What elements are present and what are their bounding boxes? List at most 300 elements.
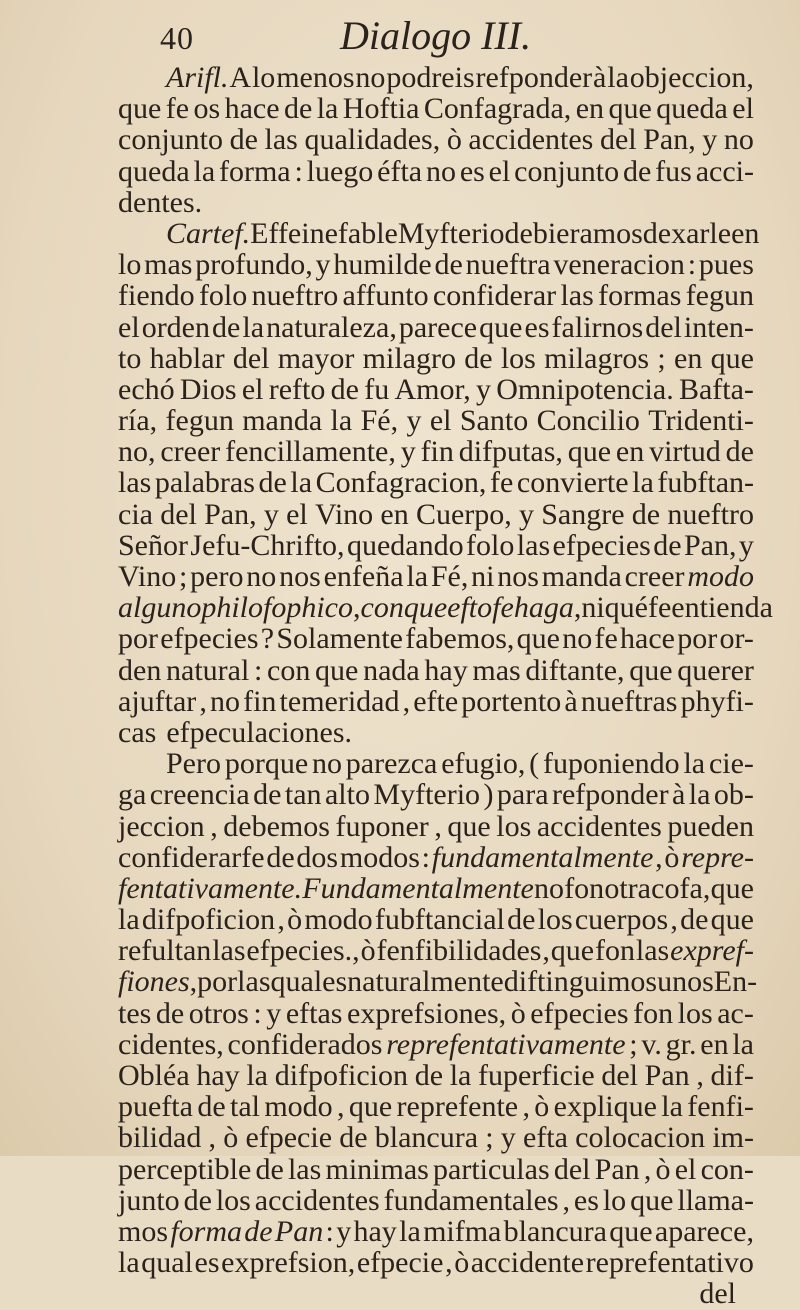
word: nada	[363, 653, 420, 687]
word: falirnos	[551, 310, 644, 344]
word: modo	[264, 1090, 333, 1124]
word: el	[118, 310, 140, 344]
word: del	[699, 1277, 736, 1310]
word: cuerpos	[574, 903, 669, 937]
word: ,	[402, 684, 411, 718]
word: las	[118, 466, 152, 500]
word: que	[550, 934, 595, 968]
word: queda	[118, 154, 190, 188]
text-line	[118, 1060, 754, 1091]
word: otros	[188, 996, 249, 1030]
word: blancura	[503, 1214, 607, 1248]
word: fubftan-	[657, 466, 754, 500]
text-line	[118, 1029, 754, 1060]
word: en	[615, 435, 645, 469]
word: Pan,	[683, 528, 737, 562]
word: de	[183, 1183, 212, 1217]
word: que	[479, 310, 523, 344]
word: Pan,	[643, 123, 696, 157]
word: bilidad	[118, 1121, 202, 1155]
word: de	[212, 310, 241, 344]
word: pero	[190, 560, 244, 593]
body-text	[118, 61, 773, 1310]
word: ;	[657, 341, 666, 375]
word: en	[700, 1027, 729, 1061]
text-line	[118, 62, 754, 93]
word: efte	[413, 684, 459, 718]
word: hace	[620, 622, 675, 656]
text-line	[118, 965, 758, 999]
word: palabras	[154, 466, 255, 500]
word: es	[524, 310, 550, 344]
word: fon	[564, 871, 605, 905]
text-line	[118, 717, 754, 748]
word: ò	[454, 1246, 470, 1280]
word: ría,	[118, 404, 158, 438]
word: que	[403, 591, 448, 625]
word: de	[623, 154, 652, 188]
word: eftas	[285, 996, 343, 1030]
word: particulas	[433, 1152, 550, 1186]
word: quales	[270, 965, 348, 999]
word: es	[459, 154, 485, 188]
word: con	[267, 653, 311, 687]
word: colocacion	[575, 1121, 706, 1155]
word: ;	[485, 1121, 494, 1155]
word: ,	[696, 1059, 704, 1092]
word: Solamente	[276, 622, 403, 656]
page-header	[0, 10, 800, 60]
text-line	[118, 312, 754, 343]
word: tan	[284, 778, 322, 812]
word: y	[702, 123, 718, 157]
word: ob-	[713, 778, 754, 812]
text-line	[118, 1122, 754, 1153]
word: cia	[118, 497, 153, 531]
word: la	[661, 1090, 683, 1124]
word: que	[629, 653, 673, 687]
word: inefable	[301, 216, 398, 250]
word: ,	[562, 1183, 570, 1217]
word: conjunto	[118, 123, 223, 157]
word: fentativamente.	[118, 871, 303, 905]
word: de	[330, 372, 359, 406]
word: Cartef.	[166, 216, 251, 250]
word: Santo	[459, 404, 529, 438]
word: en	[575, 92, 605, 126]
word: im-	[712, 1121, 754, 1155]
word: debieramos	[504, 216, 643, 250]
word: fencillamente,	[225, 435, 396, 469]
word: luego	[306, 154, 374, 188]
word: ò	[664, 840, 680, 874]
word: efpecie	[245, 1121, 333, 1155]
word: objeccion,	[629, 61, 754, 94]
text-line	[118, 530, 754, 561]
word: menos	[276, 61, 355, 94]
running-head: Dialogo III.	[340, 13, 532, 58]
word: forma	[218, 154, 291, 188]
word: efpecies	[552, 528, 651, 562]
word: tes	[118, 996, 152, 1030]
word: lo	[602, 1183, 627, 1217]
word: refto	[268, 372, 326, 406]
text-line	[118, 1091, 754, 1122]
word: la	[607, 61, 629, 94]
word: entienda	[671, 591, 773, 625]
word: Effe	[250, 216, 302, 250]
word: de	[434, 248, 463, 282]
word: ,	[522, 1090, 530, 1124]
word: creencia	[149, 778, 250, 812]
text-line	[118, 124, 754, 155]
word: Myfterio	[397, 216, 505, 250]
word: no	[210, 684, 240, 718]
word: fe	[492, 591, 514, 625]
word: cofa	[651, 871, 703, 905]
word: no	[246, 560, 277, 593]
text-line	[118, 686, 754, 717]
word: à	[672, 778, 686, 812]
word: y	[738, 528, 754, 562]
word: quedando	[346, 528, 464, 562]
text-line	[118, 1185, 754, 1216]
word: de	[155, 996, 185, 1030]
word: Bafta-	[678, 372, 754, 406]
word: y	[519, 497, 535, 531]
catchword	[118, 1278, 754, 1309]
word: fu	[364, 372, 390, 406]
word: efpecies	[530, 996, 629, 1030]
word: que	[710, 871, 754, 905]
word: à	[593, 61, 607, 94]
text-line	[118, 216, 760, 250]
word: no	[562, 622, 593, 656]
word: fon	[633, 996, 674, 1030]
word: ,	[702, 871, 711, 905]
word: ò	[655, 1152, 671, 1186]
word: fundamentalmente	[431, 840, 654, 874]
word: no	[425, 154, 456, 188]
word: de	[631, 497, 661, 531]
word: modos	[339, 840, 420, 874]
text-line	[118, 655, 754, 686]
word: de	[244, 1214, 273, 1248]
word: fegun	[685, 279, 754, 313]
text-line	[118, 436, 754, 467]
word: profundo,	[195, 248, 313, 282]
text-line	[118, 249, 754, 280]
word: Fundamentalmente	[302, 871, 534, 905]
text-line	[118, 779, 754, 810]
word: del	[601, 1059, 638, 1092]
word: Confagrada,	[423, 92, 572, 126]
word: y	[315, 248, 331, 282]
word: los	[537, 903, 573, 937]
word: la	[316, 92, 339, 126]
word: :	[325, 1214, 334, 1248]
word: otra	[604, 871, 651, 905]
word: Concilio	[536, 404, 640, 438]
word: folo	[466, 528, 515, 562]
word: modo	[304, 903, 373, 937]
word: fuperficie	[478, 1059, 595, 1092]
word: ,	[643, 1152, 652, 1186]
word: ,	[434, 809, 442, 843]
word: nos	[279, 560, 321, 593]
word: la	[246, 1059, 268, 1092]
word: (	[529, 747, 540, 781]
word: que	[348, 1090, 393, 1124]
word: y	[476, 372, 491, 406]
word: fundamentales	[383, 1183, 559, 1217]
word: en	[674, 341, 703, 375]
word: no	[534, 871, 565, 905]
word: de	[283, 92, 313, 126]
word: expref-	[670, 934, 754, 968]
word: del	[553, 1152, 591, 1186]
word: parezca	[345, 747, 438, 781]
word: or-	[719, 622, 754, 656]
word: ò	[446, 123, 462, 157]
word: Sangre	[541, 497, 625, 531]
word: de	[253, 778, 282, 812]
word: de	[507, 903, 536, 937]
text-line	[118, 591, 773, 625]
word: querer	[677, 653, 754, 687]
word: del	[599, 123, 637, 157]
word: en	[731, 216, 760, 250]
word: haga	[513, 591, 574, 625]
word: que	[710, 341, 754, 375]
word: milagro	[362, 341, 456, 375]
word: de	[680, 903, 709, 937]
word: fe	[165, 92, 190, 126]
word: las	[516, 528, 551, 562]
word: ,	[189, 965, 198, 999]
word: :	[253, 996, 262, 1030]
word: la	[683, 747, 706, 781]
word: el	[429, 404, 452, 438]
word: Pan,	[204, 497, 257, 531]
page-number: 40	[160, 20, 194, 56]
text-line	[118, 623, 754, 654]
word: )	[483, 778, 494, 812]
word: os	[193, 92, 221, 126]
word: phyfi-	[680, 684, 754, 718]
word: reprefentativamente	[386, 1027, 626, 1061]
text-line	[118, 187, 754, 218]
text-line	[118, 998, 754, 1029]
text-line	[118, 561, 754, 592]
word: fin	[420, 435, 454, 469]
word: mifma	[423, 1214, 502, 1248]
word: por	[197, 965, 238, 999]
text-line	[118, 935, 754, 966]
word: las	[264, 123, 298, 157]
word: ,	[655, 840, 663, 874]
word: ò	[534, 1090, 550, 1124]
word: ?	[260, 622, 275, 656]
word: accidentes	[254, 1183, 380, 1217]
word: Omnipotencia.	[496, 372, 674, 406]
word: fin	[243, 684, 277, 718]
word: Vino	[118, 560, 177, 593]
word: accidentes	[468, 123, 594, 157]
word: ò	[360, 934, 376, 968]
word: de	[414, 1059, 444, 1092]
word: qué	[604, 591, 648, 625]
word: la	[118, 1246, 140, 1280]
word: hay	[424, 653, 468, 687]
word: efta	[523, 1121, 568, 1155]
text-line	[118, 156, 754, 187]
word: y	[400, 435, 416, 469]
word: efugio,	[441, 747, 526, 781]
word: dif-	[710, 1059, 754, 1092]
word: ,	[573, 591, 582, 625]
word: v.	[641, 1027, 662, 1061]
text-line	[118, 842, 754, 873]
word: à	[564, 684, 578, 718]
word: dentes.	[118, 185, 203, 219]
word: qualidades,	[304, 123, 441, 157]
word: accidentes	[536, 809, 662, 843]
word: mas	[144, 248, 193, 282]
word: refponder	[551, 778, 669, 812]
word: A	[229, 61, 252, 94]
word: orden	[141, 310, 210, 344]
text-line	[118, 467, 754, 498]
word: y	[263, 497, 279, 531]
word: exprefsiones,	[347, 996, 507, 1030]
word: virtud	[649, 435, 721, 469]
word: ni	[471, 560, 495, 593]
word: debemos	[223, 809, 330, 843]
word: pues	[698, 248, 754, 282]
word: ajuftar	[118, 684, 197, 718]
word: por	[677, 622, 718, 656]
word: reprefente	[396, 1090, 519, 1124]
word: Tridenti-	[648, 404, 754, 438]
word: y	[500, 1121, 516, 1155]
text-line	[118, 904, 754, 935]
word: del	[232, 341, 270, 375]
text-line	[118, 873, 754, 904]
word: la	[290, 466, 313, 500]
word: ;	[179, 560, 188, 593]
word: hablar	[149, 341, 225, 375]
word: la	[732, 1027, 754, 1061]
word: En-	[713, 965, 758, 999]
word: modo	[687, 560, 754, 593]
word: nueftro	[251, 279, 339, 313]
word: hay	[196, 1059, 240, 1092]
word: la	[449, 1059, 472, 1092]
word: naturalmente	[347, 965, 504, 999]
word: aparece,	[654, 1214, 754, 1248]
word: que	[567, 435, 612, 469]
word: fuponiendo	[543, 747, 680, 781]
word: no	[311, 747, 342, 781]
word: :	[294, 154, 303, 188]
word: reprefentativo	[585, 1246, 754, 1280]
text-line	[118, 280, 754, 311]
word: que	[608, 92, 652, 126]
word: la	[406, 560, 429, 593]
word: veneracion	[553, 248, 685, 282]
text-line	[118, 374, 754, 405]
word: Cuerpo,	[415, 497, 512, 531]
word: alguno	[118, 591, 202, 625]
word: que	[710, 903, 754, 937]
text-line	[118, 405, 754, 436]
word: lo	[251, 61, 276, 94]
word: en	[380, 497, 409, 531]
word: y	[266, 996, 282, 1030]
word: ,	[208, 1121, 217, 1155]
word: folo	[198, 279, 248, 313]
word: portento	[461, 684, 562, 718]
word: pueden	[667, 809, 754, 843]
word: del	[645, 310, 682, 344]
word: fiendo	[118, 279, 195, 313]
word: acci-	[695, 154, 754, 188]
word: echó	[118, 372, 175, 406]
word: nueftra	[465, 248, 551, 282]
word: de	[464, 341, 493, 375]
word: ,	[445, 1246, 453, 1280]
word: ;	[629, 1027, 638, 1061]
text-line	[118, 499, 754, 530]
word: no,	[118, 435, 156, 469]
word: alto	[324, 778, 370, 812]
word: de	[339, 1121, 368, 1155]
word: el	[286, 497, 308, 531]
word: por	[118, 622, 158, 656]
word: dos	[296, 840, 339, 874]
word: Amor,	[394, 372, 471, 406]
word: nueftras	[580, 684, 678, 718]
word: fe	[594, 622, 618, 656]
word: los	[677, 996, 713, 1030]
word: parece	[398, 310, 478, 344]
word: los	[496, 809, 532, 843]
word: queda	[656, 92, 728, 126]
word: de	[197, 1090, 226, 1124]
word: inten-	[683, 310, 754, 344]
word: accidente	[470, 1246, 585, 1280]
word: la	[118, 903, 140, 937]
word: mayor	[277, 341, 355, 375]
word: junto	[118, 1183, 180, 1217]
word: manda	[541, 560, 622, 593]
word: Pero	[166, 747, 221, 781]
word: affunto	[342, 279, 429, 313]
word: las	[560, 279, 594, 313]
word: efpecies.,	[246, 934, 360, 968]
word: Jefu-Chrifto,	[190, 528, 345, 562]
word: qual	[141, 1246, 193, 1280]
word: difpoficion	[274, 1059, 408, 1092]
word: de	[255, 1152, 284, 1186]
word: que	[118, 92, 162, 126]
word: Fé,	[360, 404, 399, 438]
word: gr.	[665, 1027, 697, 1061]
word: las	[635, 934, 670, 968]
word: que	[315, 653, 359, 687]
word: humilde	[333, 248, 432, 282]
